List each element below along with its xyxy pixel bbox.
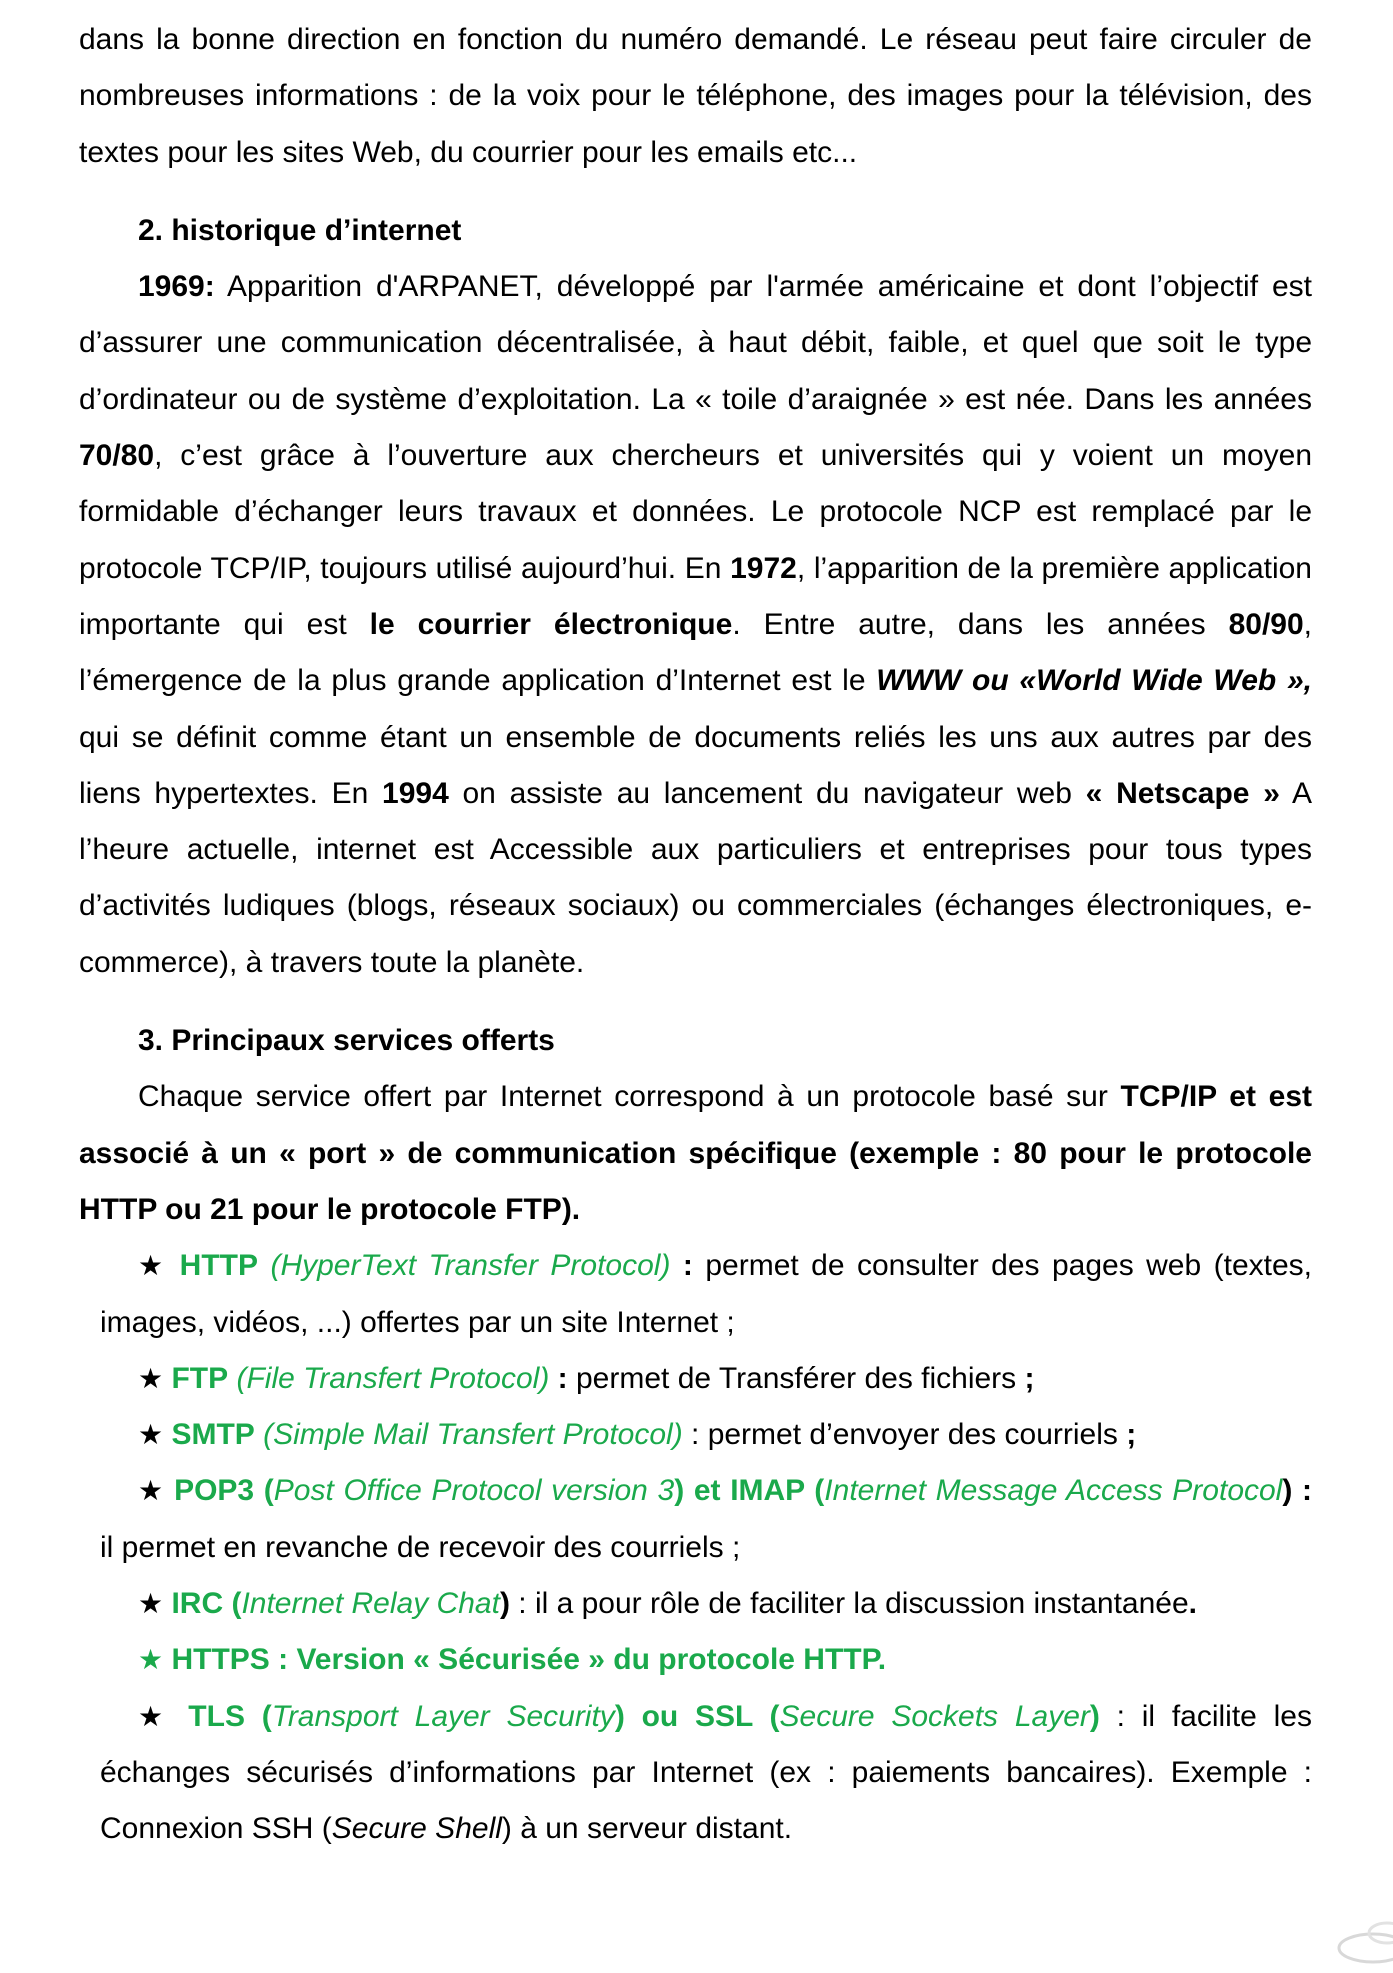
years-70-80: 70/80	[79, 439, 155, 473]
intro-paragraph: dans la bonne direction en fonction du numéro demandé. Le réseau peut faire circuler de nombreuses informations : de la voix pour le téléphone, des images pour la télévision, des textes pour les sites Web, du courrier pour les emails etc...	[79, 23, 1312, 169]
list-item-smtp: ★ SMTP (Simple Mail Transfert Protocol) : permet d’envoyer des courriels ;	[138, 1418, 1137, 1452]
list-item-irc: ★ IRC (Internet Relay Chat) : il a pour rôle de faciliter la discussion instantanée.	[138, 1587, 1197, 1621]
star-icon: ★	[138, 1475, 165, 1507]
list-item-pop3-imap: ★ POP3 (Post Office Protocol version 3) et IMAP (Internet Message Access Protocol) : il permet en revanche de recevoir des courriels ;	[100, 1474, 1313, 1564]
list-item-http: ★ HTTP (HyperText Transfer Protocol) : permet de consulter des pages web (textes, images, vidéos, ...) offertes par un site Internet ;	[100, 1249, 1312, 1339]
star-icon: ★	[138, 1250, 168, 1282]
services-list	[79, 1238, 1312, 1857]
list-item-https: ★ HTTPS : Version « Sécurisée » du protocole HTTP.	[138, 1643, 887, 1677]
star-icon: ★	[138, 1588, 164, 1620]
list-item-ftp: ★ FTP (File Transfert Protocol) : permet de Transférer des fichiers ;	[138, 1361, 1035, 1395]
email-term: le courrier électronique	[369, 607, 733, 641]
year-1994: 1994	[382, 776, 449, 810]
years-80-90: 80/90	[1228, 607, 1304, 641]
history-heading: 2. historique d’internet	[138, 213, 462, 247]
star-icon: ★	[138, 1644, 164, 1676]
year-1972: 1972	[730, 551, 797, 585]
document-page	[79, 12, 1312, 1858]
services-intro: Chaque service offert par Internet correspond à un protocole basé sur TCP/IP et est associé à un « port » de communication spécifique (exemple : 80 pour le protocole HTTP ou 21 pour le protocole FTP).	[79, 1080, 1312, 1226]
star-icon: ★	[138, 1700, 172, 1732]
services-heading: 3. Principaux services offerts	[138, 1024, 555, 1058]
list-item-tls-ssl: ★ TLS (Transport Layer Security) ou SSL (Secure Sockets Layer) : il facilite les échanges sécurisés d’informations par Internet (ex : paiements bancaires). Exemple : Connexion SSH (Secure Shell) à un serveur distant.	[100, 1699, 1312, 1846]
netscape-term: « Netscape »	[1085, 776, 1280, 810]
star-icon: ★	[138, 1419, 164, 1451]
www-term: WWW ou «World Wide Web »,	[876, 664, 1312, 698]
history-paragraph: 1969: Apparition d'ARPANET, développé par l'armée américaine et dont l’objectif est d’assurer une communication décentralisée, à haut débit, faible, et quel que soit le type d’ordinateur ou de système d’exploitation. La « toile d’araignée » est née. Dans les années 70/80, c’est grâce à l’ouverture aux chercheurs et universités qui y voient un moyen formidable d’échanger leurs travaux et données. Le protocole NCP est remplacé par le protocole TCP/IP, toujours utilisé aujourd’hui. En 1972, l’apparition de la première application importante qui est le courrier électronique. Entre autre, dans les années 80/90, l’émergence de la plus grande application d’Internet est le WWW ou «World Wide Web », qui se définit comme étant un ensemble de documents reliés les uns aux autres par des liens hypertextes. En 1994 on assiste au lancement du navigateur web « Netscape » A l’heure actuelle, internet est Accessible aux particuliers et entreprises pour tous types d’activités ludiques (blogs, réseaux sociaux) ou commerciales (échanges électroniques, e-commerce), à travers toute la planète.	[79, 270, 1312, 979]
star-icon: ★	[138, 1362, 164, 1394]
year-1969: 1969:	[138, 270, 215, 304]
page-curl-decoration	[1313, 1903, 1393, 1973]
